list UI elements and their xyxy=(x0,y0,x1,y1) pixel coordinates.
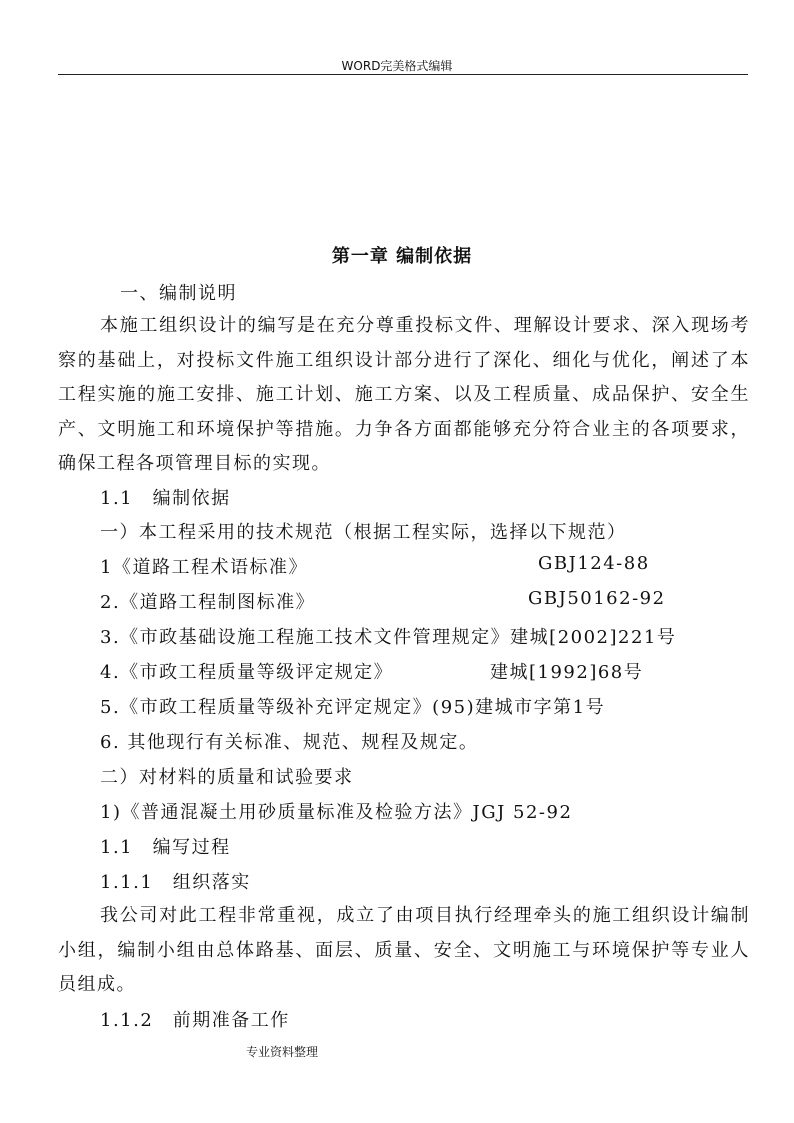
standard-code: 建城[1992]68号 xyxy=(490,662,644,683)
section-heading: 一、编制说明 xyxy=(120,283,237,304)
header-rule xyxy=(58,74,748,75)
standard-item: 2.《道路工程制图标准》 xyxy=(100,592,316,613)
standard-item: 1《道路工程术语标准》 xyxy=(100,557,308,578)
page-footer: 专业资料整理 xyxy=(246,1045,319,1059)
subsection-heading: 1.1 编制依据 xyxy=(100,488,231,509)
standard-item: 4.《市政工程质量等级评定规定》 xyxy=(100,662,394,683)
standard-code: GBJ124-88 xyxy=(538,553,650,574)
materials-heading: 二）对材料的质量和试验要求 xyxy=(100,767,354,788)
organization-paragraph: 我公司对此工程非常重视，成立了由项目执行经理牵头的施工组织设计编制小组，编制小组由总体路基、面层、质量、安全、文明施工与环境保护等专业人员组成。 xyxy=(58,905,750,995)
standard-code: GBJ50162-92 xyxy=(528,588,666,609)
standard-item: 3.《市政基础设施工程施工技术文件管理规定》建城[2002]221号 xyxy=(100,627,677,648)
intro-paragraph: 本施工组织设计的编写是在充分尊重投标文件、理解设计要求、深入现场考察的基础上，对投标文件施工组织设计部分进行了深化、细化与优化，阐述了本工程实施的施工安排、施工计划、施工方案、以及工程质量、成品保护、安全生产、文明施工和环境保护等措施。力争各方面都能够充分符合业主的各项要求，确保工程各项管理目标的实现。 xyxy=(58,315,750,474)
subsection-heading: 1.1 编写过程 xyxy=(100,837,231,858)
standard-item: 6. 其他现行有关标准、规范、规程及规定。 xyxy=(100,732,479,753)
subsubsection-heading: 1.1.1 组织落实 xyxy=(100,872,251,893)
tech-standards-heading: 一）本工程采用的技术规范（根据工程实际，选择以下规范） xyxy=(100,522,627,543)
subsubsection-heading: 1.1.2 前期准备工作 xyxy=(100,1010,290,1031)
page-header: WORD完美格式编辑 xyxy=(341,59,453,73)
materials-item: 1)《普通混凝土用砂质量标准及检验方法》JGJ 52-92 xyxy=(100,802,573,823)
standard-item: 5.《市政工程质量等级补充评定规定》(95)建城市字第1号 xyxy=(100,697,606,718)
chapter-title: 第一章 编制依据 xyxy=(331,246,473,267)
